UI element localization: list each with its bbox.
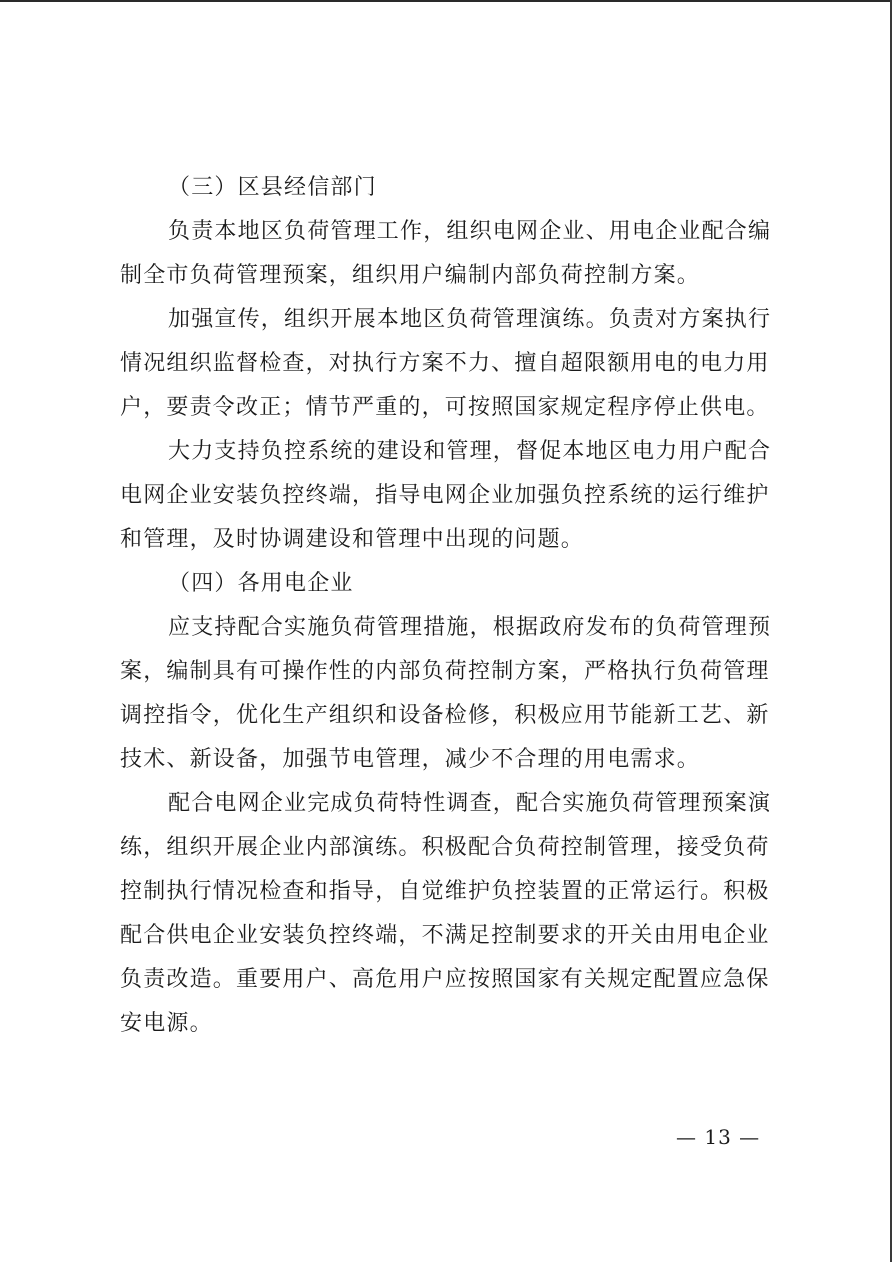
text-line: 配合电网企业完成负荷特性调查，配合实施负荷管理预案演 [168, 791, 772, 816]
text-line: 练，组织开展企业内部演练。积极配合负荷控制管理，接受负荷 [120, 835, 770, 860]
text-line: 控制执行情况检查和指导，自觉维护负控装置的正常运行。积极 [120, 879, 770, 904]
section-heading-3: （三）区县经信部门 [168, 175, 377, 200]
text-line: 案，编制具有可操作性的内部负荷控制方案，严格执行负荷管理 [120, 659, 770, 684]
text-line: 技术、新设备，加强节电管理，减少不合理的用电需求。 [120, 747, 701, 772]
text-line: 情况组织监督检查，对执行方案不力、擅自超限额用电的电力用 [120, 351, 770, 376]
text-line: 电网企业安装负控终端，指导电网企业加强负控系统的运行维护 [120, 483, 770, 508]
text-line: 负责本地区负荷管理工作，组织电网企业、用电企业配合编 [168, 219, 772, 244]
body-text [120, 166, 784, 1046]
section-heading-4: （四）各用电企业 [168, 571, 354, 596]
text-line: 负责改造。重要用户、高危用户应按照国家有关规定配置应急保 [120, 967, 770, 992]
text-line: 应支持配合实施负荷管理措施，根据政府发布的负荷管理预 [168, 615, 772, 640]
page-number: — 13 — [676, 1125, 761, 1149]
text-line: 配合供电企业安装负控终端，不满足控制要求的开关由用电企业 [120, 923, 770, 948]
text-line: 安电源。 [120, 1011, 213, 1036]
text-line: 户，要责令改正；情节严重的，可按照国家规定程序停止供电。 [120, 395, 770, 420]
page-top-border [0, 0, 892, 2]
text-line: 制全市负荷管理预案，组织用户编制内部负荷控制方案。 [120, 263, 701, 288]
text-line: 大力支持负控系统的建设和管理，督促本地区电力用户配合 [168, 439, 772, 464]
text-line: 加强宣传，组织开展本地区负荷管理演练。负责对方案执行 [168, 307, 772, 332]
text-line: 和管理，及时协调建设和管理中出现的问题。 [120, 527, 585, 552]
text-line: 调控指令，优化生产组织和设备检修，积极应用节能新工艺、新 [120, 703, 770, 728]
